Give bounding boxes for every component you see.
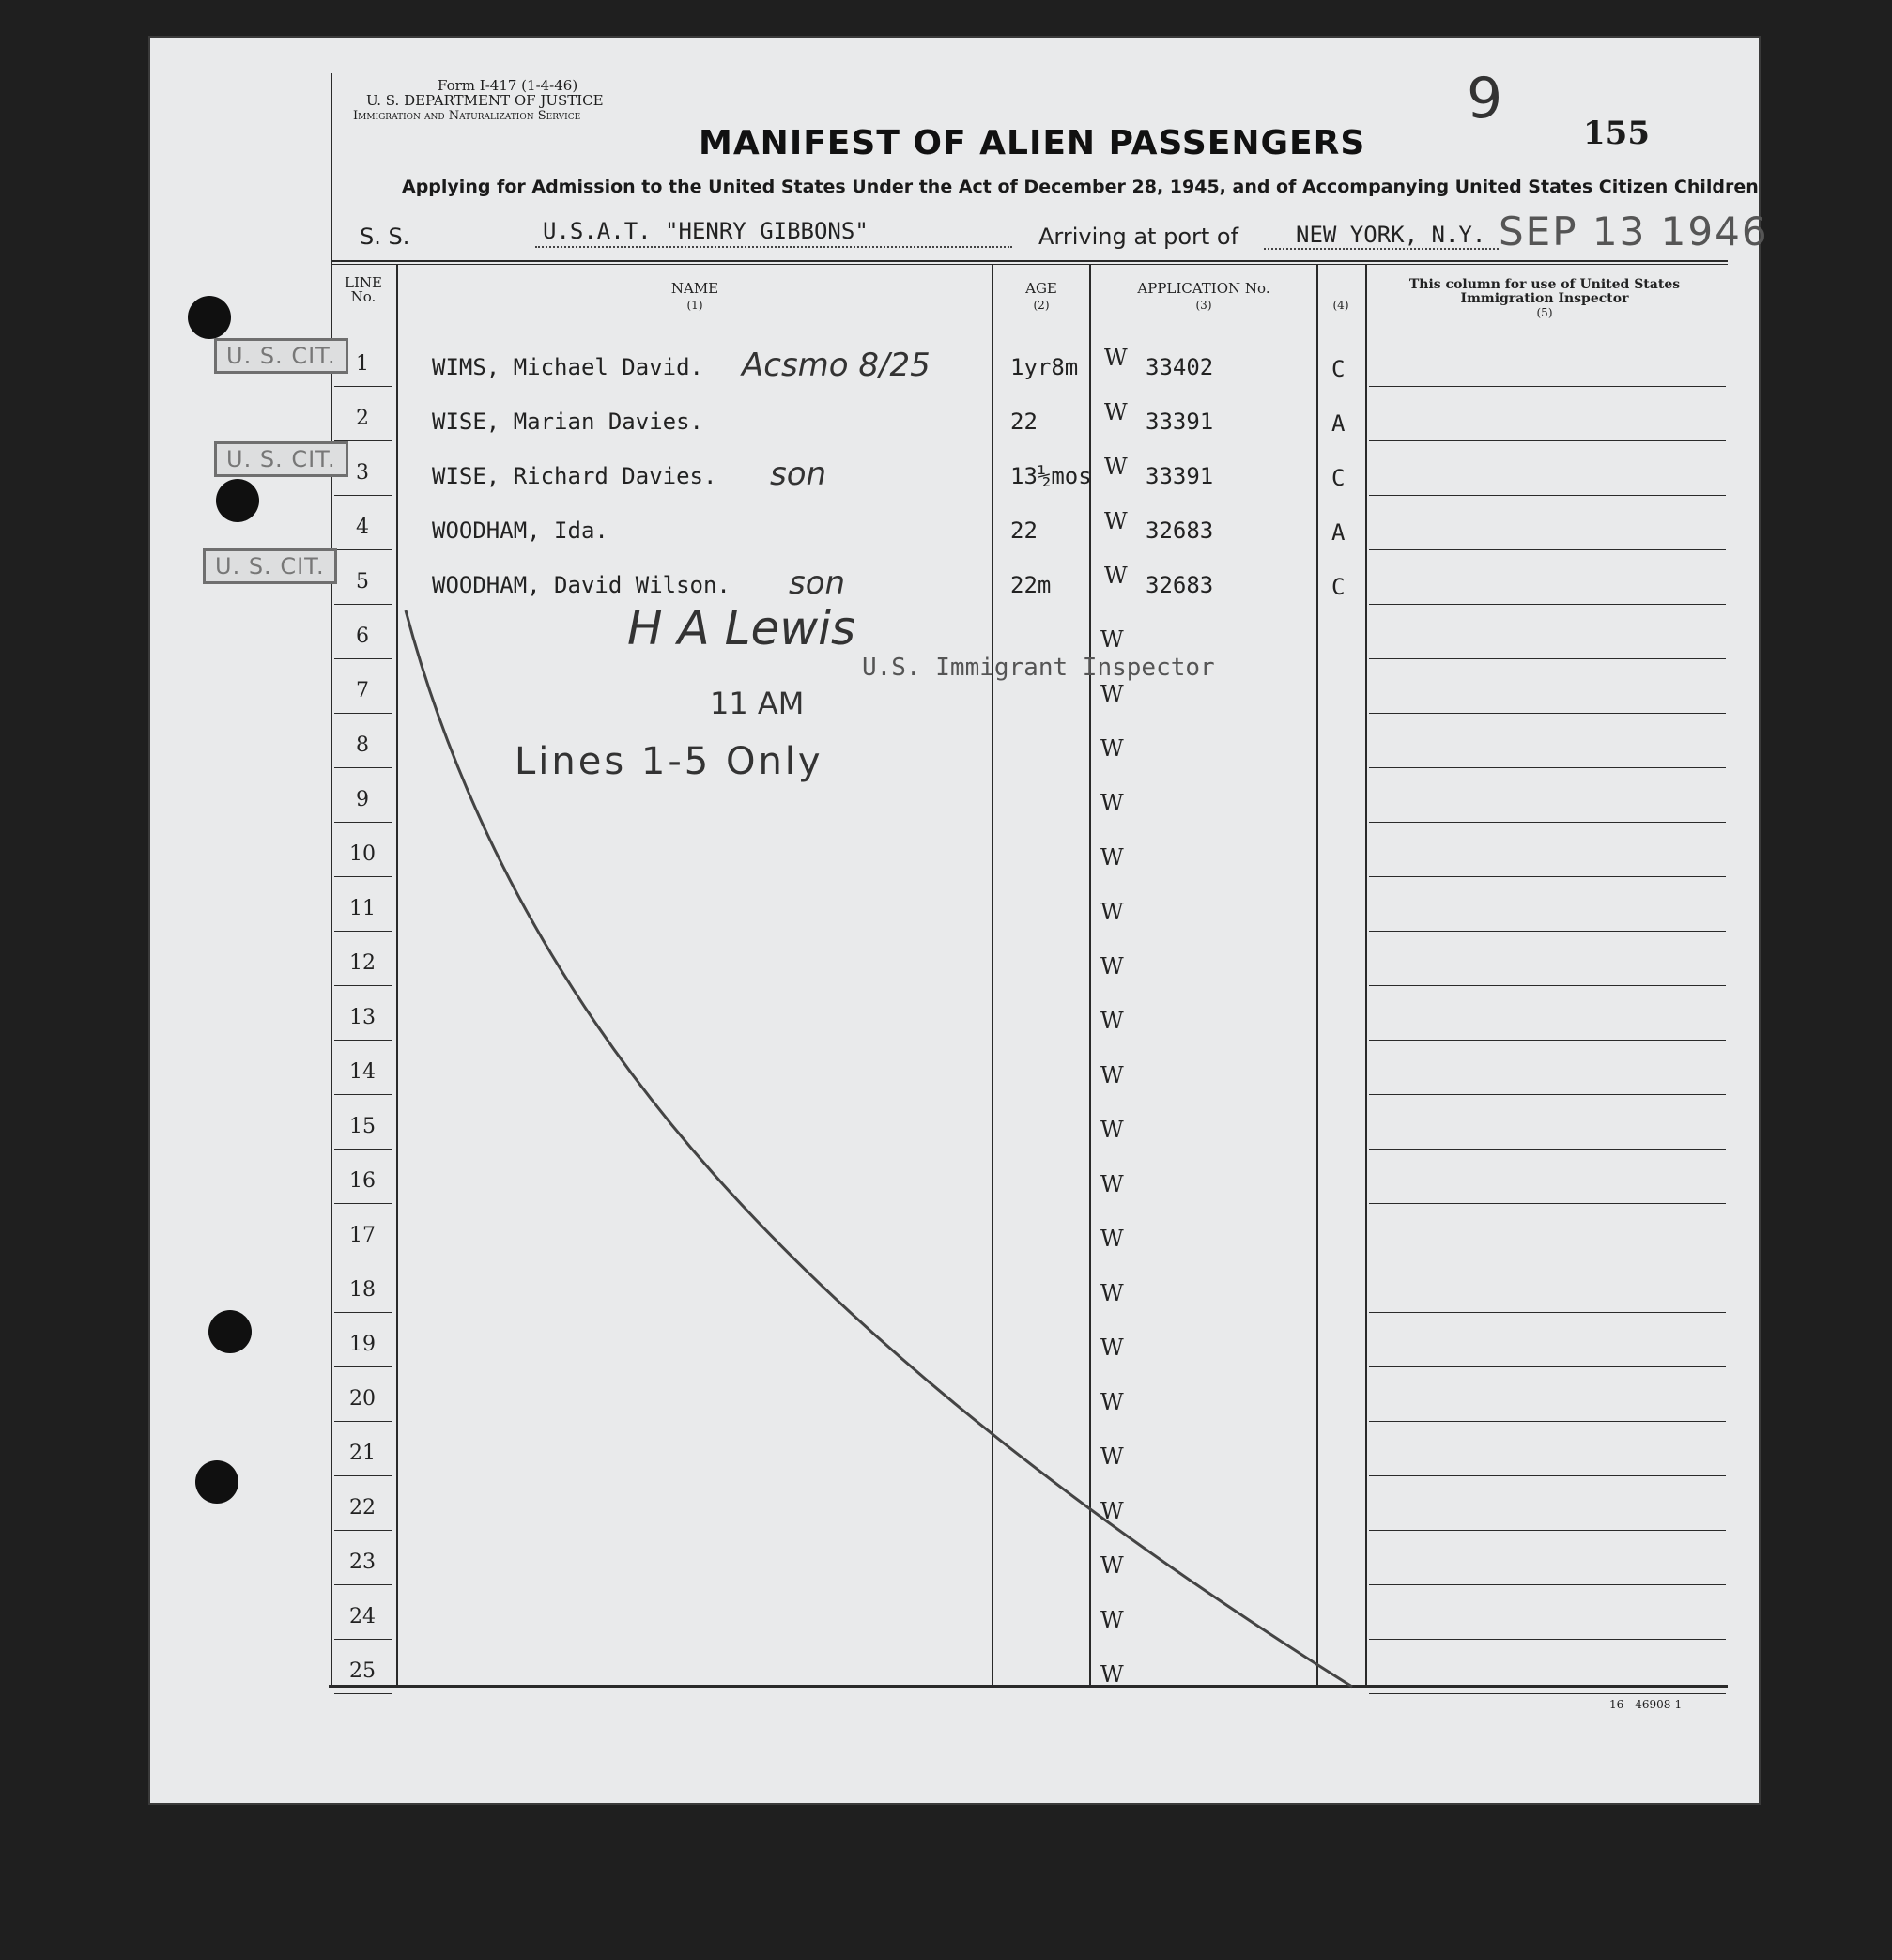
passenger-age: 13½mos: [1010, 463, 1092, 489]
form-number: Form I-417 (1-4-46): [438, 77, 578, 94]
application-prefix: W: [1100, 1008, 1124, 1034]
application-number: 33391: [1146, 409, 1214, 435]
application-prefix: W: [1100, 1661, 1124, 1688]
line-number: 15: [349, 1115, 376, 1138]
line-number: 11: [349, 897, 376, 920]
line-number: 16: [349, 1169, 376, 1193]
col-name-num: (1): [686, 299, 703, 312]
class-code: C: [1331, 356, 1346, 382]
passenger-name: WISE, Richard Davies.: [432, 463, 717, 489]
col-age-num: (2): [1033, 299, 1050, 312]
us-citizen-stamp: U. S. CIT.: [214, 338, 348, 374]
application-prefix: W: [1100, 1607, 1124, 1633]
application-prefix: W: [1100, 1117, 1124, 1143]
application-prefix: W: [1100, 844, 1124, 871]
ss-label: S. S.: [360, 224, 410, 250]
page-title: MANIFEST OF ALIEN PASSENGERS: [699, 124, 1366, 162]
line-number: 7: [356, 679, 369, 702]
line-number: 17: [349, 1224, 376, 1247]
handwritten-page-number: 9: [1467, 66, 1503, 131]
application-prefix: W: [1104, 563, 1128, 589]
line-number: 1: [356, 352, 369, 376]
application-prefix: W: [1100, 790, 1124, 816]
col-application-header: APPLICATION No.: [1137, 280, 1270, 297]
application-prefix: W: [1104, 508, 1128, 534]
us-citizen-stamp: U. S. CIT.: [203, 548, 337, 584]
handwritten-note: son: [770, 455, 827, 493]
col-line-header: LINE No.: [345, 274, 382, 305]
col-age-header: AGE: [1025, 280, 1057, 297]
line-number: 4: [356, 516, 369, 539]
application-prefix: W: [1100, 1389, 1124, 1415]
col-inspector-header: This column for use of United States Immigration Inspector: [1408, 277, 1681, 306]
application-prefix: W: [1100, 1335, 1124, 1361]
line-number: 14: [349, 1060, 376, 1084]
application-number: 32683: [1146, 572, 1214, 598]
application-prefix: W: [1100, 1226, 1124, 1252]
application-prefix: W: [1100, 1498, 1124, 1524]
inspector-title: U.S. Immigrant Inspector: [862, 654, 1215, 682]
inspector-note: Lines 1-5 Only: [515, 740, 823, 783]
passenger-age: 1yr8m: [1010, 354, 1079, 380]
class-code: A: [1331, 519, 1346, 546]
col-application-num: (3): [1195, 299, 1212, 312]
print-code: 16—46908-1: [1609, 1698, 1683, 1711]
class-code: A: [1331, 410, 1346, 437]
line-number: 9: [356, 788, 369, 811]
application-prefix: W: [1100, 1552, 1124, 1579]
line-number: 20: [349, 1387, 376, 1411]
application-prefix: W: [1100, 681, 1124, 707]
line-number: 8: [356, 733, 369, 757]
application-prefix: W: [1100, 1171, 1124, 1197]
port: NEW YORK, N.Y.: [1296, 222, 1486, 248]
handwritten-note: son: [789, 564, 846, 602]
application-prefix: W: [1100, 899, 1124, 925]
passenger-age: 22: [1010, 409, 1038, 435]
passenger-age: 22: [1010, 517, 1038, 544]
application-prefix: W: [1100, 1062, 1124, 1088]
department: U. S. DEPARTMENT OF JUSTICE: [366, 92, 604, 109]
handwritten-note: Acsmo 8/25: [742, 347, 931, 384]
passenger-name: WOODHAM, David Wilson.: [432, 572, 731, 598]
line-number: 6: [356, 625, 369, 648]
application-prefix: W: [1100, 953, 1124, 980]
application-number: 33391: [1146, 463, 1214, 489]
service: Immigration and Naturalization Service: [353, 109, 581, 123]
line-number: 10: [349, 842, 376, 866]
passenger-name: WIMS, Michael David.: [432, 354, 703, 380]
line-number: 2: [356, 407, 369, 430]
col-4-num: (4): [1332, 299, 1349, 312]
application-prefix: W: [1104, 399, 1128, 425]
ship-name: U.S.A.T. "HENRY GIBBONS": [543, 218, 869, 244]
line-number: 13: [349, 1006, 376, 1029]
application-number: 32683: [1146, 517, 1214, 544]
page-number: 155: [1583, 115, 1650, 152]
application-prefix: W: [1100, 1443, 1124, 1470]
class-code: C: [1331, 574, 1346, 600]
passenger-name: WOODHAM, Ida.: [432, 517, 608, 544]
class-code: C: [1331, 465, 1346, 491]
line-number: 23: [349, 1551, 376, 1574]
line-number: 3: [356, 461, 369, 485]
us-citizen-stamp: U. S. CIT.: [214, 441, 348, 477]
line-number: 5: [356, 570, 369, 594]
date-stamp: SEP 13 1946: [1499, 208, 1769, 255]
application-prefix: W: [1100, 626, 1124, 653]
line-number: 12: [349, 951, 376, 975]
passenger-name: WISE, Marian Davies.: [432, 409, 703, 435]
subtitle: Applying for Admission to the United States Under the Act of December 28, 1945, and of Accompanying United States Citizen Children: [402, 177, 1759, 197]
application-number: 33402: [1146, 354, 1214, 380]
application-prefix: W: [1100, 1280, 1124, 1306]
line-number: 25: [349, 1659, 376, 1683]
line-number: 22: [349, 1496, 376, 1520]
line-number: 24: [349, 1605, 376, 1628]
line-number: 21: [349, 1442, 376, 1465]
application-prefix: W: [1100, 735, 1124, 762]
passenger-age: 22m: [1010, 572, 1052, 598]
col-inspector-num: (5): [1536, 306, 1553, 319]
line-number: 18: [349, 1278, 376, 1302]
application-prefix: W: [1104, 345, 1128, 371]
line-number: 19: [349, 1333, 376, 1356]
inspector-time: 11 AM: [710, 686, 805, 721]
arriving-label: Arriving at port of: [1038, 224, 1239, 250]
application-prefix: W: [1104, 454, 1128, 480]
col-name-header: NAME: [670, 280, 719, 297]
inspector-signature: H A Lewis: [627, 601, 856, 656]
